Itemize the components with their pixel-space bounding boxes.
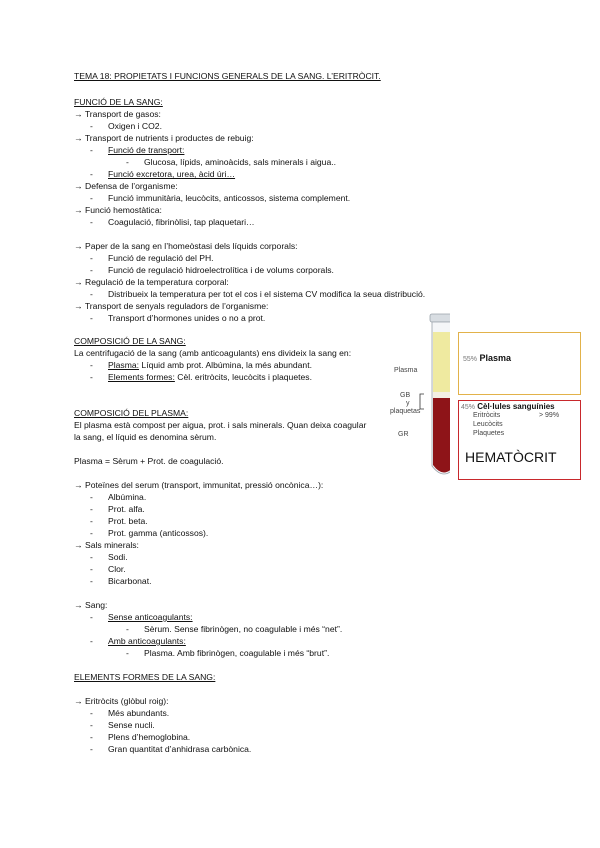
label-plaquetas: plaquetas [390, 408, 421, 415]
list-item: - Plasma. Amb fibrinògen, coagulable i més “brut”. [126, 648, 330, 658]
list-item: - Plens d’hemoglobina. [90, 732, 191, 742]
label-gr: GR [398, 431, 409, 438]
cells-box-label: 45% Cèl·lules sanguínies [461, 402, 555, 411]
list-item: - Funció de regulació hidroelectrolítica i de volums corporals. [90, 265, 334, 275]
list-item: - Funció immunitària, leucòcits, anticossos, sistema complement. [90, 193, 351, 203]
list-item: - Clor. [90, 564, 126, 574]
formula: Plasma = Sèrum + Prot. de coagulació. [74, 456, 224, 466]
tube-rim [430, 314, 450, 322]
plasma-layer [433, 332, 450, 392]
plaquetes-label: Plaquetes [473, 430, 505, 437]
list-item: - Plasma: Líquid amb prot. Albúmina, la més abundant. [90, 360, 312, 370]
bracket [420, 394, 424, 409]
page-title: TEMA 18: PROPIETATS I FUNCIONS GENERALS DE LA SANG. L’ERITRÒCIT. [74, 71, 381, 81]
label-plasma: Plasma [394, 367, 418, 374]
list-item: - Albúmina. [90, 492, 147, 502]
list-item: - Sense anticoagulants: [90, 612, 193, 622]
label-gb: GB [400, 392, 411, 399]
list-item: - Elements formes: Cèl. eritròcits, leucòcits i plaquetes. [90, 372, 312, 382]
list-item: - Sodi. [90, 552, 128, 562]
red-cells-layer [433, 398, 450, 473]
buffy-coat-layer [433, 392, 450, 398]
cells-box [458, 400, 581, 480]
list-item: - Distribueix la temperatura per tot el cos i el sistema CV modifica la seua distribució. [90, 289, 426, 299]
section-heading-plasma: COMPOSICIÓ DEL PLASMA: [74, 408, 189, 418]
list-item: - Transport d’hormones unides o no a prot. [90, 313, 266, 323]
list-item: → Eritròcits (glòbul roig): [74, 696, 169, 706]
leucocits-label: Leucòcits [473, 421, 503, 428]
list-item: → Funció hemostàtica: [74, 205, 162, 215]
list-item: - Prot. beta. [90, 516, 148, 526]
plasma-box [458, 332, 581, 395]
list-item: → Poteïnes del serum (transport, immunitat, pressió oncònica…): [74, 480, 324, 490]
list-item: - Funció de regulació del PH. [90, 253, 214, 263]
list-item: - Funció de transport: [90, 145, 185, 155]
list-item: → Regulació de la temperatura corporal: [74, 277, 229, 287]
list-item: - Coagulació, fibrinòlisi, tap plaquetari… [90, 217, 255, 227]
list-item: - Gran quantitat d’anhidrasa carbònica. [90, 744, 252, 754]
plasma-box-label: 55% Plasma [463, 353, 512, 363]
test-tube-illustration [380, 310, 450, 485]
paragraph: La centrifugació de la sang (amb anticoagulants) ens divideix la sang en: [74, 348, 352, 358]
list-item: → Defensa de l’organisme: [74, 181, 178, 191]
list-item: → Transport de gasos: [74, 109, 161, 119]
hematocrit-label: HEMATÒCRIT [465, 449, 557, 465]
list-item: - Oxigen i CO2. [90, 121, 162, 131]
eritrocits-label: Eritròcits [473, 412, 501, 419]
paragraph: El plasma està compost per aigua, prot. i sals minerals. Quan deixa coagular [74, 420, 367, 430]
label-y: y [406, 400, 410, 407]
eritrocits-pct: > 99% [539, 412, 560, 419]
hematocrit-figure [380, 310, 586, 485]
list-item: - Amb anticoagulants: [90, 636, 186, 646]
section-heading-funcio: FUNCIÓ DE LA SANG: [74, 97, 163, 107]
list-item: - Sèrum. Sense fibrinògen, no coagulable i més “net”. [126, 624, 343, 634]
list-item: → Paper de la sang en l’homeòstasi dels líquids corporals: [74, 241, 298, 251]
list-item: - Funció excretora, urea, àcid úri… [90, 169, 236, 179]
list-item: → Sals minerals: [74, 540, 139, 550]
list-item: - Més abundants. [90, 708, 170, 718]
list-item: → Transport de senyals reguladors de l’organisme: [74, 301, 269, 311]
section-heading-composicio: COMPOSICIÓ DE LA SANG: [74, 336, 186, 346]
list-item: → Transport de nutrients i productes de rebuig: [74, 133, 254, 143]
list-item: - Bicarbonat. [90, 576, 152, 586]
list-item: - Sense nucli. [90, 720, 155, 730]
list-item: - Prot. gamma (anticossos). [90, 528, 209, 538]
list-item: - Prot. alfa. [90, 504, 145, 514]
list-item: → Sang: [74, 600, 108, 610]
paragraph: la sang, el líquid es denomina sèrum. [74, 432, 217, 442]
list-item: - Glucosa, lípids, aminoàcids, sals minerals i aigua.. [126, 157, 337, 167]
section-heading-elements: ELEMENTS FORMES DE LA SANG: [74, 672, 216, 682]
